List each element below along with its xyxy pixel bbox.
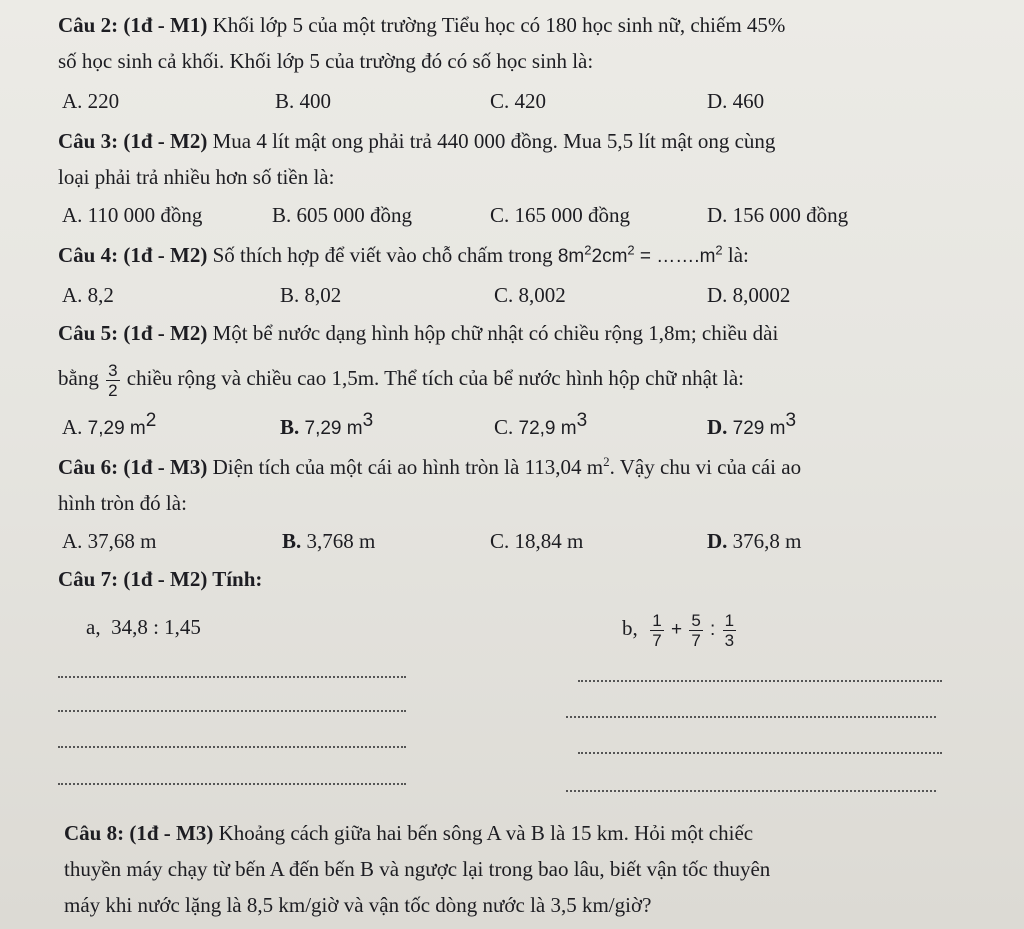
q7-frac-2: $\frac{5}{7}$ (691, 610, 701, 650)
q4-expression: $8m^22cm^2$ = $\dots\dots.m^2$ (557, 242, 723, 267)
q3-heading: Câu 3: (1đ - M2) (58, 129, 208, 153)
answer-line-b2[interactable] (566, 716, 936, 718)
q4-option-b: B. 8,02 (280, 283, 342, 307)
q3-option-b: B. 605 000 đồng (272, 203, 413, 227)
q3-option-c: C. 165 000 đồng (490, 203, 631, 227)
q6-option-a: A. 37,68 m (62, 529, 157, 553)
q2-option-c: C. 420 (490, 89, 547, 113)
q5-option-c: C. 72,9 $m^3$ (494, 410, 588, 439)
answer-line-b1[interactable] (578, 680, 942, 682)
q3-line2: loại phải trả nhiều hơn số tiền là: (58, 165, 335, 189)
q2-line1 (58, 12, 785, 38)
q7-frac-3: $\frac{1}{3}$ (724, 610, 735, 650)
q3-line1: Câu 3: (1đ - M2) Mua 4 lít mật ong phải trả 440 000 đồng. Mua 5,5 lít mật ong cùng (58, 129, 776, 153)
answer-line-b4[interactable] (566, 790, 936, 792)
q8-line3: máy khi nước lặng là 8,5 km/giờ và vận tốc dòng nước là 3,5 km/giờ? (64, 893, 652, 917)
q7-heading: Câu 7: (1đ - M2) Tính: (58, 567, 263, 591)
q2-line2: số học sinh cả khối. Khối lớp 5 của trường đó có số học sinh là: (58, 49, 594, 73)
q5-option-d: D. 729 $m^3$ (707, 410, 797, 439)
q3-option-a: A. 110 000 đồng (62, 203, 203, 227)
q8-line1: Câu 8: (1đ - M3) Khoảng cách giữa hai bến sông A và B là 15 km. Hỏi một chiếc (64, 821, 754, 845)
answer-line-a4[interactable] (58, 783, 406, 785)
q4-option-a: A. 8,2 (62, 283, 114, 307)
q5-option-a: A. 7,29 $m^2$ (62, 410, 157, 439)
q5-option-b: B. 7,29 $m^3$ (280, 410, 374, 439)
q4-option-c: C. 8,002 (494, 283, 566, 307)
q7-part-a: a, 34,8 : 1,45 (86, 615, 201, 639)
q5-line2: bằng $\frac{3}{2}$ chiều rộng và chiều cao 1,5m. Thể tích của bể nước hình hộp chữ nhật là: (58, 360, 744, 400)
q6-option-d: D. 376,8 m (707, 529, 802, 553)
q8-line2: thuyền máy chạy từ bến A đến bến B và ngược lại trong bao lâu, biết vận tốc thuyên (64, 857, 771, 881)
q5-fraction: $\frac{3}{2}$ (108, 360, 118, 400)
q2-heading: Câu 2: (1đ - M1) (58, 13, 208, 37)
q5-line1: Câu 5: (1đ - M2) Một bể nước dạng hình hộp chữ nhật có chiều rộng 1,8m; chiều dài (58, 321, 779, 345)
q8-heading: Câu 8: (1đ - M3) (64, 821, 214, 845)
q6-line1: Câu 6: (1đ - M3) Diện tích của một cái ao hình tròn là 113,04 $m^2$. Vậy chu vi của cái ao (58, 454, 802, 479)
answer-line-a3[interactable] (58, 746, 406, 748)
q4-line1: Câu 4: (1đ - M2) Số thích hợp để viết vào chỗ chấm trong $8m^22cm^2$ = $\dots\dots.m^2$ là: (58, 242, 749, 267)
q2-option-d: D. 460 (707, 89, 765, 113)
q6-line2: hình tròn đó là: (58, 491, 187, 515)
answer-line-a2[interactable] (58, 710, 406, 712)
q2-option-a: A. 220 (62, 89, 120, 113)
q7-frac-1: $\frac{1}{7}$ (652, 610, 662, 650)
q7-part-b: b, $\frac{1}{7}$ + $\frac{5}{7}$ : $\frac{1}{3}$ (622, 610, 735, 650)
q6-option-c: C. 18,84 m (490, 529, 584, 553)
q4-option-d: D. 8,0002 (707, 283, 791, 307)
q2-option-b: B. 400 (275, 89, 332, 113)
answer-line-a1[interactable] (58, 676, 406, 678)
q6-option-b: B. 3,768 m (282, 529, 376, 553)
q6-heading: Câu 6: (1đ - M3) (58, 455, 208, 479)
q5-heading: Câu 5: (1đ - M2) (58, 321, 208, 345)
q4-heading: Câu 4: (1đ - M2) (58, 243, 208, 267)
answer-line-b3[interactable] (578, 752, 942, 754)
q2-text: Khối lớp 5 của một trường Tiểu học có 180 học sinh nữ, chiếm 45% (207, 13, 786, 37)
q3-option-d: D. 156 000 đồng (707, 203, 849, 227)
